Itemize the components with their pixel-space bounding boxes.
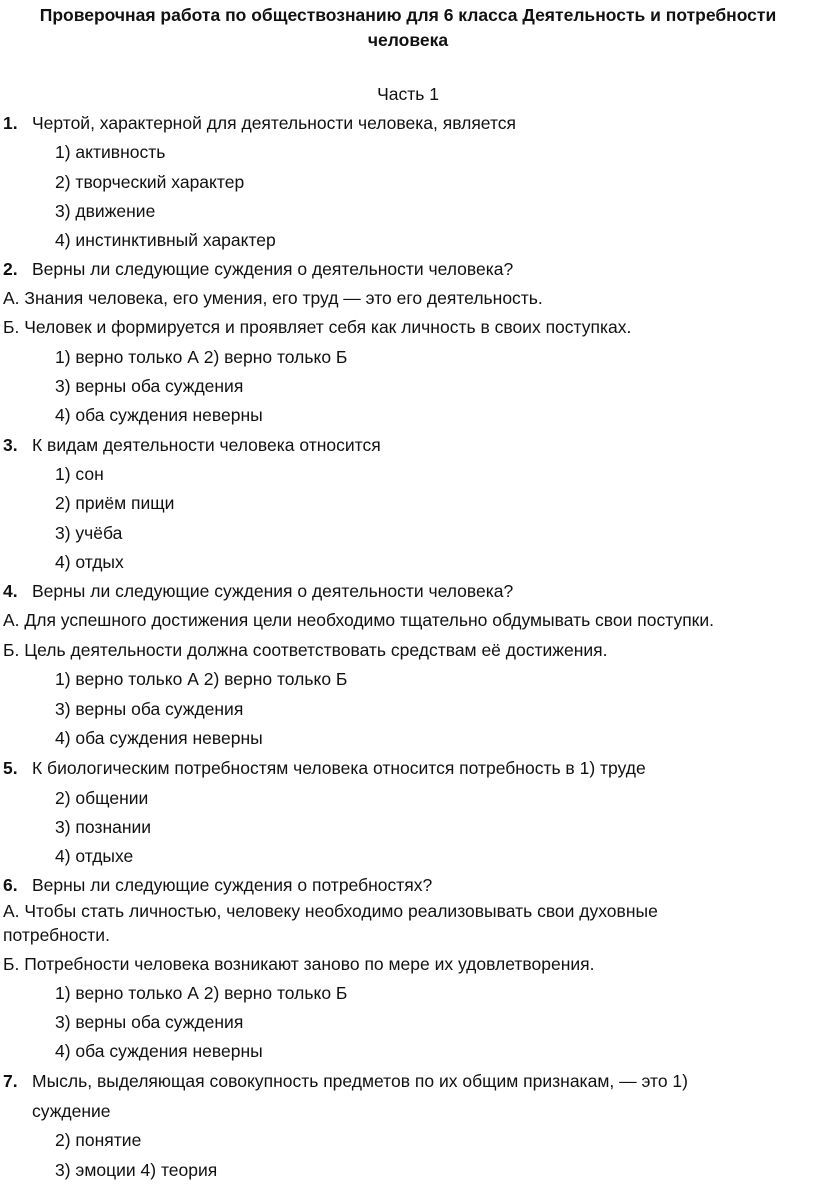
question-text: К видам деятельности человека относится bbox=[32, 435, 381, 455]
statement: Б. Потребности человека возникают заново по мере их удовлетворения. bbox=[3, 954, 595, 974]
option: 2) приём пищи bbox=[55, 493, 175, 513]
option: 3) учёба bbox=[55, 523, 123, 543]
option: 3) верны оба суждения bbox=[55, 699, 244, 719]
option: 3) движение bbox=[55, 201, 156, 221]
option: 3) познании bbox=[55, 817, 152, 837]
question-7 bbox=[3, 1069, 688, 1093]
question-number: 1. bbox=[3, 113, 18, 133]
question-6 bbox=[3, 873, 432, 897]
question-5 bbox=[3, 756, 646, 780]
question-4 bbox=[3, 579, 513, 603]
question-3 bbox=[3, 433, 381, 457]
question-text: Верны ли следующие суждения о деятельности человека? bbox=[32, 259, 514, 279]
question-number: 4. bbox=[3, 581, 18, 601]
title-line-1: Проверочная работа по обществознанию для 6 класса Деятельность и потребности bbox=[39, 5, 777, 25]
statement-continuation: потребности. bbox=[3, 925, 110, 945]
option: 2) понятие bbox=[55, 1130, 142, 1150]
question-2 bbox=[3, 257, 513, 281]
option: 4) отдыхе bbox=[55, 846, 134, 866]
question-number: 5. bbox=[3, 758, 18, 778]
question-text: К биологическим потребностям человека относится потребность в 1) труде bbox=[32, 758, 646, 778]
option: 1) сон bbox=[55, 464, 104, 484]
option: 4) оба суждения неверны bbox=[55, 1041, 263, 1061]
question-number: 2. bbox=[3, 259, 18, 279]
option: 4) инстинктивный характер bbox=[55, 230, 276, 250]
statement: А. Знания человека, его умения, его труд — это его деятельность. bbox=[3, 288, 543, 308]
part-heading: Часть 1 bbox=[377, 84, 439, 104]
statement: А. Для успешного достижения цели необходимо тщательно обдумывать свои поступки. bbox=[3, 610, 714, 630]
statement: Б. Человек и формируется и проявляет себя как личность в своих поступках. bbox=[3, 317, 632, 337]
option: 4) оба суждения неверны bbox=[55, 405, 263, 425]
question-number: 6. bbox=[3, 875, 18, 895]
option: 3) эмоции 4) теория bbox=[55, 1160, 218, 1180]
option: 1) верно только А 2) верно только Б bbox=[55, 347, 348, 367]
option: 2) общении bbox=[55, 788, 149, 808]
option: 3) верны оба суждения bbox=[55, 376, 244, 396]
question-1 bbox=[3, 111, 516, 135]
statement: Б. Цель деятельности должна соответствовать средствам её достижения. bbox=[3, 640, 608, 660]
option: 4) отдых bbox=[55, 552, 124, 572]
option: 3) верны оба суждения bbox=[55, 1012, 244, 1032]
question-number: 7. bbox=[3, 1071, 18, 1091]
question-text-continuation: суждение bbox=[32, 1101, 111, 1121]
option: 1) активность bbox=[55, 142, 166, 162]
statement: А. Чтобы стать личностью, человеку необходимо реализовывать свои духовные bbox=[3, 901, 658, 921]
question-text: Чертой, характерной для деятельности человека, является bbox=[32, 113, 516, 133]
option: 1) верно только А 2) верно только Б bbox=[55, 983, 348, 1003]
question-text: Верны ли следующие суждения о потребностях? bbox=[32, 875, 433, 895]
option: 4) оба суждения неверны bbox=[55, 728, 263, 748]
question-text: Мысль, выделяющая совокупность предметов по их общим признакам, — это 1) bbox=[32, 1071, 688, 1091]
option: 2) творческий характер bbox=[55, 172, 245, 192]
question-text: Верны ли следующие суждения о деятельности человека? bbox=[32, 581, 514, 601]
title-line-2: человека bbox=[367, 30, 449, 50]
question-number: 3. bbox=[3, 435, 18, 455]
option: 1) верно только А 2) верно только Б bbox=[55, 669, 348, 689]
